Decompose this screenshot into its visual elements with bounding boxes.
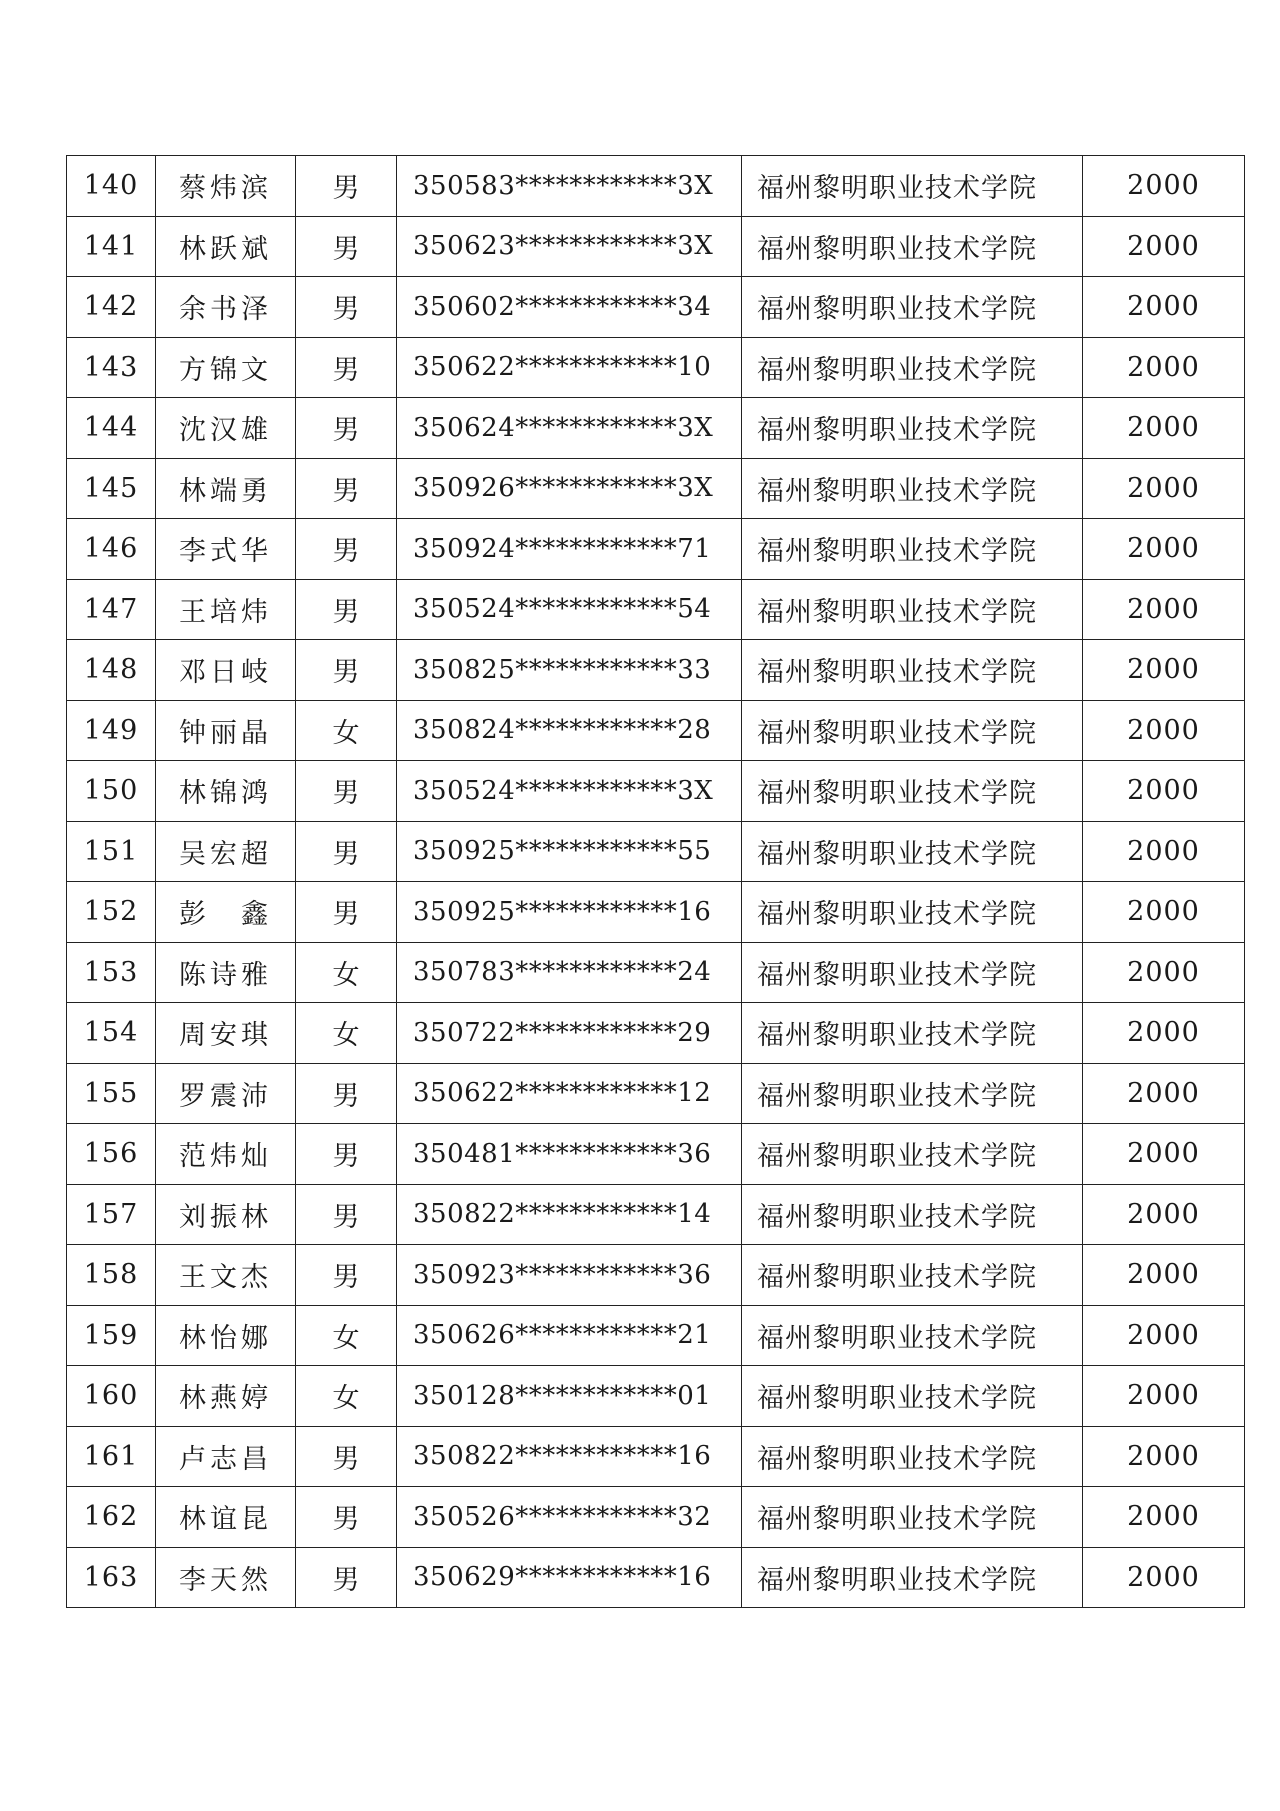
id-number-cell: 350622************10: [397, 337, 742, 398]
school-cell: 福州黎明职业技术学院: [742, 821, 1083, 882]
name-cell: 沈汉雄: [156, 398, 296, 459]
name-cell: 钟丽晶: [156, 700, 296, 761]
id-number-cell: 350526************32: [397, 1487, 742, 1548]
row-number-cell: 154: [67, 1003, 156, 1064]
table-row: [67, 1003, 1245, 1064]
row-number-cell: 163: [67, 1547, 156, 1608]
name-cell: 李天然: [156, 1547, 296, 1608]
school-cell: 福州黎明职业技术学院: [742, 1245, 1083, 1306]
recipient-table: [66, 155, 1245, 1608]
gender-cell: 男: [296, 277, 397, 338]
id-number-cell: 350629************16: [397, 1547, 742, 1608]
name-cell: 周安琪: [156, 1003, 296, 1064]
gender-cell: 男: [296, 882, 397, 943]
table-row: [67, 1426, 1245, 1487]
school-cell: 福州黎明职业技术学院: [742, 277, 1083, 338]
name-cell: 林燕婷: [156, 1366, 296, 1427]
id-number-cell: 350722************29: [397, 1003, 742, 1064]
gender-cell: 男: [296, 761, 397, 822]
name-cell: 吴宏超: [156, 821, 296, 882]
amount-cell: 2000: [1083, 821, 1245, 882]
row-number-cell: 151: [67, 821, 156, 882]
id-number-cell: 350822************14: [397, 1184, 742, 1245]
id-number-cell: 350923************36: [397, 1245, 742, 1306]
gender-cell: 男: [296, 156, 397, 217]
school-cell: 福州黎明职业技术学院: [742, 458, 1083, 519]
name-cell: 林谊昆: [156, 1487, 296, 1548]
amount-cell: 2000: [1083, 700, 1245, 761]
school-cell: 福州黎明职业技术学院: [742, 156, 1083, 217]
row-number-cell: 153: [67, 942, 156, 1003]
school-cell: 福州黎明职业技术学院: [742, 1124, 1083, 1185]
school-cell: 福州黎明职业技术学院: [742, 700, 1083, 761]
amount-cell: 2000: [1083, 1184, 1245, 1245]
name-cell: 林端勇: [156, 458, 296, 519]
row-number-cell: 141: [67, 216, 156, 277]
school-cell: 福州黎明职业技术学院: [742, 216, 1083, 277]
school-cell: 福州黎明职业技术学院: [742, 640, 1083, 701]
school-cell: 福州黎明职业技术学院: [742, 882, 1083, 943]
name-cell: 卢志昌: [156, 1426, 296, 1487]
school-cell: 福州黎明职业技术学院: [742, 1487, 1083, 1548]
row-number-cell: 150: [67, 761, 156, 822]
name-cell: 王培炜: [156, 579, 296, 640]
gender-cell: 男: [296, 1063, 397, 1124]
id-number-cell: 350924************71: [397, 519, 742, 580]
gender-cell: 男: [296, 640, 397, 701]
row-number-cell: 142: [67, 277, 156, 338]
gender-cell: 女: [296, 1305, 397, 1366]
name-cell: 陈诗雅: [156, 942, 296, 1003]
id-number-cell: 350825************33: [397, 640, 742, 701]
name-cell: 彭 鑫: [156, 882, 296, 943]
amount-cell: 2000: [1083, 519, 1245, 580]
school-cell: 福州黎明职业技术学院: [742, 337, 1083, 398]
gender-cell: 女: [296, 1366, 397, 1427]
id-number-cell: 350524************54: [397, 579, 742, 640]
amount-cell: 2000: [1083, 882, 1245, 943]
table-row: [67, 337, 1245, 398]
gender-cell: 男: [296, 1487, 397, 1548]
gender-cell: 女: [296, 942, 397, 1003]
amount-cell: 2000: [1083, 216, 1245, 277]
school-cell: 福州黎明职业技术学院: [742, 1184, 1083, 1245]
name-cell: 李式华: [156, 519, 296, 580]
id-number-cell: 350622************12: [397, 1063, 742, 1124]
row-number-cell: 143: [67, 337, 156, 398]
id-number-cell: 350822************16: [397, 1426, 742, 1487]
id-number-cell: 350925************16: [397, 882, 742, 943]
school-cell: 福州黎明职业技术学院: [742, 519, 1083, 580]
table-row: [67, 700, 1245, 761]
gender-cell: 男: [296, 519, 397, 580]
name-cell: 蔡炜滨: [156, 156, 296, 217]
id-number-cell: 350783************24: [397, 942, 742, 1003]
row-number-cell: 148: [67, 640, 156, 701]
school-cell: 福州黎明职业技术学院: [742, 579, 1083, 640]
id-number-cell: 350624************3X: [397, 398, 742, 459]
amount-cell: 2000: [1083, 1305, 1245, 1366]
table-row: [67, 1366, 1245, 1427]
row-number-cell: 156: [67, 1124, 156, 1185]
table-row: [67, 1305, 1245, 1366]
school-cell: 福州黎明职业技术学院: [742, 942, 1083, 1003]
amount-cell: 2000: [1083, 579, 1245, 640]
amount-cell: 2000: [1083, 640, 1245, 701]
amount-cell: 2000: [1083, 458, 1245, 519]
row-number-cell: 160: [67, 1366, 156, 1427]
name-cell: 范炜灿: [156, 1124, 296, 1185]
id-number-cell: 350583************3X: [397, 156, 742, 217]
row-number-cell: 155: [67, 1063, 156, 1124]
row-number-cell: 147: [67, 579, 156, 640]
row-number-cell: 162: [67, 1487, 156, 1548]
table-row: [67, 519, 1245, 580]
name-cell: 邓日岐: [156, 640, 296, 701]
school-cell: 福州黎明职业技术学院: [742, 1063, 1083, 1124]
amount-cell: 2000: [1083, 1366, 1245, 1427]
amount-cell: 2000: [1083, 1003, 1245, 1064]
name-cell: 林锦鸿: [156, 761, 296, 822]
name-cell: 方锦文: [156, 337, 296, 398]
table-row: [67, 1547, 1245, 1608]
amount-cell: 2000: [1083, 1245, 1245, 1306]
id-number-cell: 350623************3X: [397, 216, 742, 277]
name-cell: 罗震沛: [156, 1063, 296, 1124]
table-row: [67, 821, 1245, 882]
row-number-cell: 149: [67, 700, 156, 761]
name-cell: 余书泽: [156, 277, 296, 338]
id-number-cell: 350524************3X: [397, 761, 742, 822]
id-number-cell: 350626************21: [397, 1305, 742, 1366]
table-row: [67, 1124, 1245, 1185]
gender-cell: 男: [296, 1124, 397, 1185]
school-cell: 福州黎明职业技术学院: [742, 1426, 1083, 1487]
gender-cell: 男: [296, 1245, 397, 1306]
amount-cell: 2000: [1083, 942, 1245, 1003]
row-number-cell: 158: [67, 1245, 156, 1306]
amount-cell: 2000: [1083, 761, 1245, 822]
id-number-cell: 350602************34: [397, 277, 742, 338]
name-cell: 王文杰: [156, 1245, 296, 1306]
school-cell: 福州黎明职业技术学院: [742, 398, 1083, 459]
gender-cell: 男: [296, 1547, 397, 1608]
amount-cell: 2000: [1083, 1124, 1245, 1185]
row-number-cell: 161: [67, 1426, 156, 1487]
gender-cell: 男: [296, 579, 397, 640]
id-number-cell: 350925************55: [397, 821, 742, 882]
table-row: [67, 882, 1245, 943]
table-row: [67, 579, 1245, 640]
gender-cell: 女: [296, 700, 397, 761]
amount-cell: 2000: [1083, 277, 1245, 338]
amount-cell: 2000: [1083, 1487, 1245, 1548]
row-number-cell: 159: [67, 1305, 156, 1366]
table-row: [67, 640, 1245, 701]
row-number-cell: 140: [67, 156, 156, 217]
row-number-cell: 157: [67, 1184, 156, 1245]
amount-cell: 2000: [1083, 1547, 1245, 1608]
row-number-cell: 152: [67, 882, 156, 943]
row-number-cell: 146: [67, 519, 156, 580]
name-cell: 林怡娜: [156, 1305, 296, 1366]
id-number-cell: 350926************3X: [397, 458, 742, 519]
table-row: [67, 761, 1245, 822]
row-number-cell: 144: [67, 398, 156, 459]
amount-cell: 2000: [1083, 337, 1245, 398]
school-cell: 福州黎明职业技术学院: [742, 761, 1083, 822]
gender-cell: 男: [296, 398, 397, 459]
id-number-cell: 350824************28: [397, 700, 742, 761]
table-row: [67, 1487, 1245, 1548]
table-row: [67, 398, 1245, 459]
table-row: [67, 277, 1245, 338]
gender-cell: 男: [296, 1426, 397, 1487]
table-row: [67, 1245, 1245, 1306]
school-cell: 福州黎明职业技术学院: [742, 1305, 1083, 1366]
table-row: [67, 942, 1245, 1003]
name-cell: 林跃斌: [156, 216, 296, 277]
table-row: [67, 156, 1245, 217]
amount-cell: 2000: [1083, 398, 1245, 459]
gender-cell: 男: [296, 216, 397, 277]
amount-cell: 2000: [1083, 156, 1245, 217]
gender-cell: 男: [296, 1184, 397, 1245]
id-number-cell: 350128************01: [397, 1366, 742, 1427]
recipient-table-body: [67, 156, 1245, 1608]
table-row: [67, 216, 1245, 277]
school-cell: 福州黎明职业技术学院: [742, 1003, 1083, 1064]
gender-cell: 男: [296, 337, 397, 398]
school-cell: 福州黎明职业技术学院: [742, 1366, 1083, 1427]
gender-cell: 男: [296, 821, 397, 882]
table-row: [67, 1063, 1245, 1124]
gender-cell: 男: [296, 458, 397, 519]
row-number-cell: 145: [67, 458, 156, 519]
name-cell: 刘振林: [156, 1184, 296, 1245]
school-cell: 福州黎明职业技术学院: [742, 1547, 1083, 1608]
amount-cell: 2000: [1083, 1426, 1245, 1487]
table-row: [67, 458, 1245, 519]
table-row: [67, 1184, 1245, 1245]
id-number-cell: 350481************36: [397, 1124, 742, 1185]
gender-cell: 女: [296, 1003, 397, 1064]
amount-cell: 2000: [1083, 1063, 1245, 1124]
